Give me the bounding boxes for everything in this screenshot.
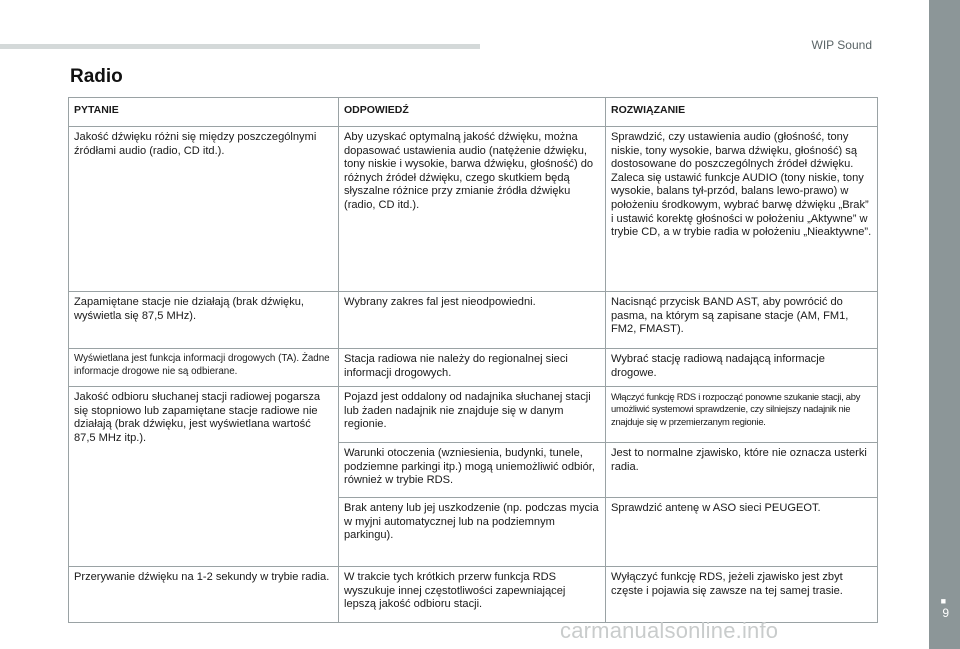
table-row bbox=[69, 349, 878, 387]
solution-cell: Włączyć funkcję RDS i rozpocząć ponowne szukanie stacji, aby umożliwić systemowi sprawdzenie, czy silniejszy nadajnik nie znajduje się w przemierzanym regionie. bbox=[606, 387, 878, 443]
solution-cell: Wyłączyć funkcję RDS, jeżeli zjawisko jest zbyt częste i pojawia się zawsze na tej samej trasie. bbox=[606, 567, 878, 623]
solution-cell: Jest to normalne zjawisko, które nie oznacza usterki radia. bbox=[606, 443, 878, 498]
answer-cell: Pojazd jest oddalony od nadajnika słuchanej stacji lub żaden nadajnik nie znajduje się w danym regionie. bbox=[339, 387, 606, 443]
table-row bbox=[69, 387, 878, 443]
column-header-question: PYTANIE bbox=[69, 98, 339, 127]
solution-cell: Sprawdzić antenę w ASO sieci PEUGEOT. bbox=[606, 498, 878, 567]
answer-cell: Brak anteny lub jej uszkodzenie (np. podczas mycia w myjni automatycznej lub na podziemnym parkingu). bbox=[339, 498, 606, 567]
answer-cell: W trakcie tych krótkich przerw funkcja RDS wyszukuje innej częstotliwości zapewniającej lepszą jakość odbioru stacji. bbox=[339, 567, 606, 623]
page-number: 9 bbox=[942, 606, 949, 620]
solution-cell: Nacisnąć przycisk BAND AST, aby powrócić do pasma, na którym są zapisane stacje (AM, FM1, FM2, FMAST). bbox=[606, 292, 878, 349]
page-marker: ■ bbox=[940, 596, 946, 606]
solution-cell: Sprawdzić, czy ustawienia audio (głośność, tony niskie, tony wysokie, barwa dźwięku, głośność) są dostosowane do poszczególnych źródeł dźwięku. Zaleca się ustawić funkcje AUDIO (tony niskie, tony wysokie, balans tył-przód, balans lewo-prawo) w położeniu środkowym, wybrać barwę dźwięku „Brak” i ustawić korektę głośności w położeniu „Aktywne” w trybie CD, a w trybie radia w położeniu „Nieaktywne”. bbox=[606, 127, 878, 292]
side-band bbox=[929, 0, 960, 649]
header-divider bbox=[0, 44, 480, 49]
table-row bbox=[69, 127, 878, 292]
solution-cell: Wybrać stację radiową nadającą informacje drogowe. bbox=[606, 349, 878, 387]
answer-cell: Stacja radiowa nie należy do regionalnej sieci informacji drogowych. bbox=[339, 349, 606, 387]
page-title: Radio bbox=[70, 66, 123, 87]
faq-table bbox=[68, 97, 878, 623]
section-label: WIP Sound bbox=[811, 38, 872, 52]
question-cell: Jakość odbioru słuchanej stacji radiowej pogarsza się stopniowo lub zapamiętane stacje radiowe nie działają (brak dźwięku, jest wyświetlana wartość 87,5 MHz itp.). bbox=[69, 387, 339, 567]
column-header-answer: ODPOWIEDŹ bbox=[339, 98, 606, 127]
answer-cell: Warunki otoczenia (wzniesienia, budynki, tunele, podziemne parkingi itp.) mogą uniemożliwić odbiór, również w trybie RDS. bbox=[339, 443, 606, 498]
table-row bbox=[69, 292, 878, 349]
answer-cell: Aby uzyskać optymalną jakość dźwięku, można dopasować ustawienia audio (natężenie dźwięku, tony niskie i wysokie, barwa dźwięku, głośność) do różnych źródeł dźwięku, czego skutkiem będą słyszalne różnice przy zmianie źródła dźwięku (radio, CD itd.). bbox=[339, 127, 606, 292]
table-row bbox=[69, 567, 878, 623]
question-cell: Wyświetlana jest funkcja informacji drogowych (TA). Żadne informacje drogowe nie są odbierane. bbox=[69, 349, 339, 387]
table-header-row bbox=[69, 98, 878, 127]
question-cell: Zapamiętane stacje nie działają (brak dźwięku, wyświetla się 87,5 MHz). bbox=[69, 292, 339, 349]
question-cell: Jakość dźwięku różni się między poszczególnymi źródłami audio (radio, CD itd.). bbox=[69, 127, 339, 292]
watermark: carmanualsonline.info bbox=[560, 618, 779, 643]
answer-cell: Wybrany zakres fal jest nieodpowiedni. bbox=[339, 292, 606, 349]
column-header-solution: ROZWIĄZANIE bbox=[606, 98, 878, 127]
question-cell: Przerywanie dźwięku na 1-2 sekundy w trybie radia. bbox=[69, 567, 339, 623]
